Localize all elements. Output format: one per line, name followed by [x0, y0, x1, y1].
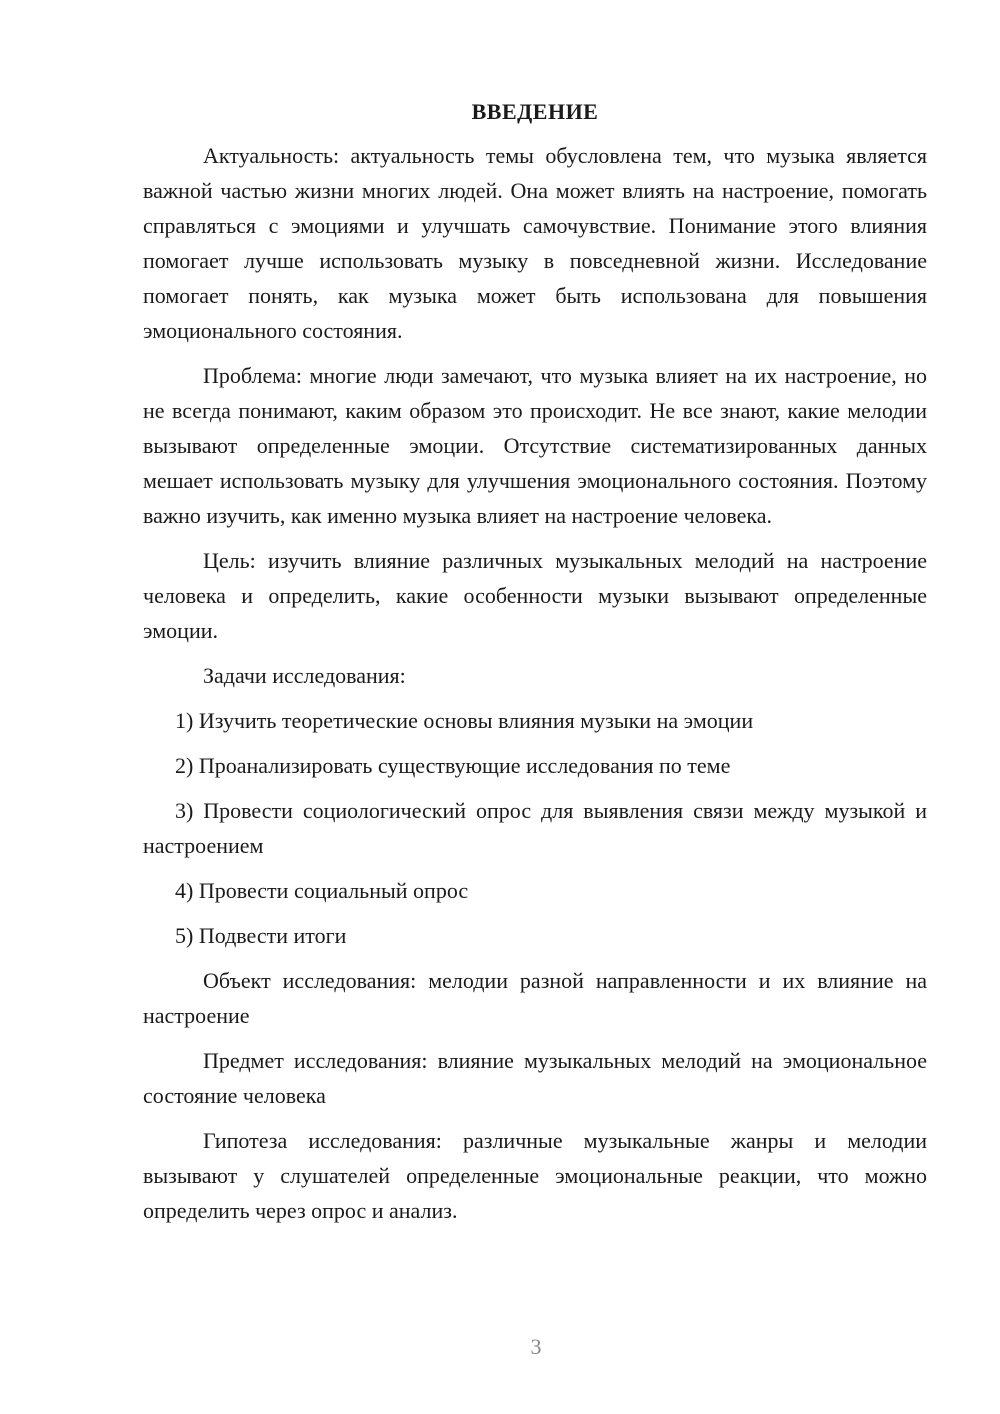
section-title: ВВЕДЕНИЕ [471, 99, 599, 124]
task-item-2: 2) Проанализировать существующие исследования по теме [175, 753, 731, 778]
goal-paragraph: Цель: изучить влияние различных музыкальных мелодий на настроение человека и определить, какие особенности музыки вызывают определенные эмоции. [143, 548, 927, 643]
relevance-paragraph: Актуальность: актуальность темы обусловлена тем, что музыка является важной частью жизни многих людей. Она может влиять на настроение, помогать справляться с эмоциями и улучшать самочувствие. Понимание этого влияния помогает лучше использовать музыку в повседневной жизни. Исследование помогает понять, как музыка может быть использована для повышения эмоционального состояния. [143, 143, 927, 343]
page-number: 3 [530, 1334, 542, 1359]
task-item-1: 1) Изучить теоретические основы влияния музыки на эмоции [175, 708, 754, 733]
task-item-4: 4) Провести социальный опрос [175, 878, 469, 903]
task-item-3: 3) Провести социологический опрос для выявления связи между музыкой и настроением [143, 798, 927, 858]
problem-paragraph: Проблема: многие люди замечают, что музыка влияет на их настроение, но не всегда понимают, каким образом это происходит. Не все знают, какие мелодии вызывают определенные эмоции. Отсутствие систематизированных данных мешает использовать музыку для улучшения эмоционального состояния. Поэтому важно изучить, как именно музыка влияет на настроение человека. [143, 363, 927, 528]
hypothesis-paragraph: Гипотеза исследования: различные музыкальные жанры и мелодии вызывают у слушателей определенные эмоциональные реакции, что можно определить через опрос и анализ. [143, 1128, 927, 1223]
subject-paragraph: Предмет исследования: влияние музыкальных мелодий на эмоциональное состояние человека [143, 1048, 927, 1108]
tasks-heading: Задачи исследования: [203, 663, 406, 688]
object-paragraph: Объект исследования: мелодии разной направленности и их влияние на настроение [143, 968, 927, 1028]
document-page [143, 96, 927, 1238]
task-item-5: 5) Подвести итоги [175, 923, 347, 948]
